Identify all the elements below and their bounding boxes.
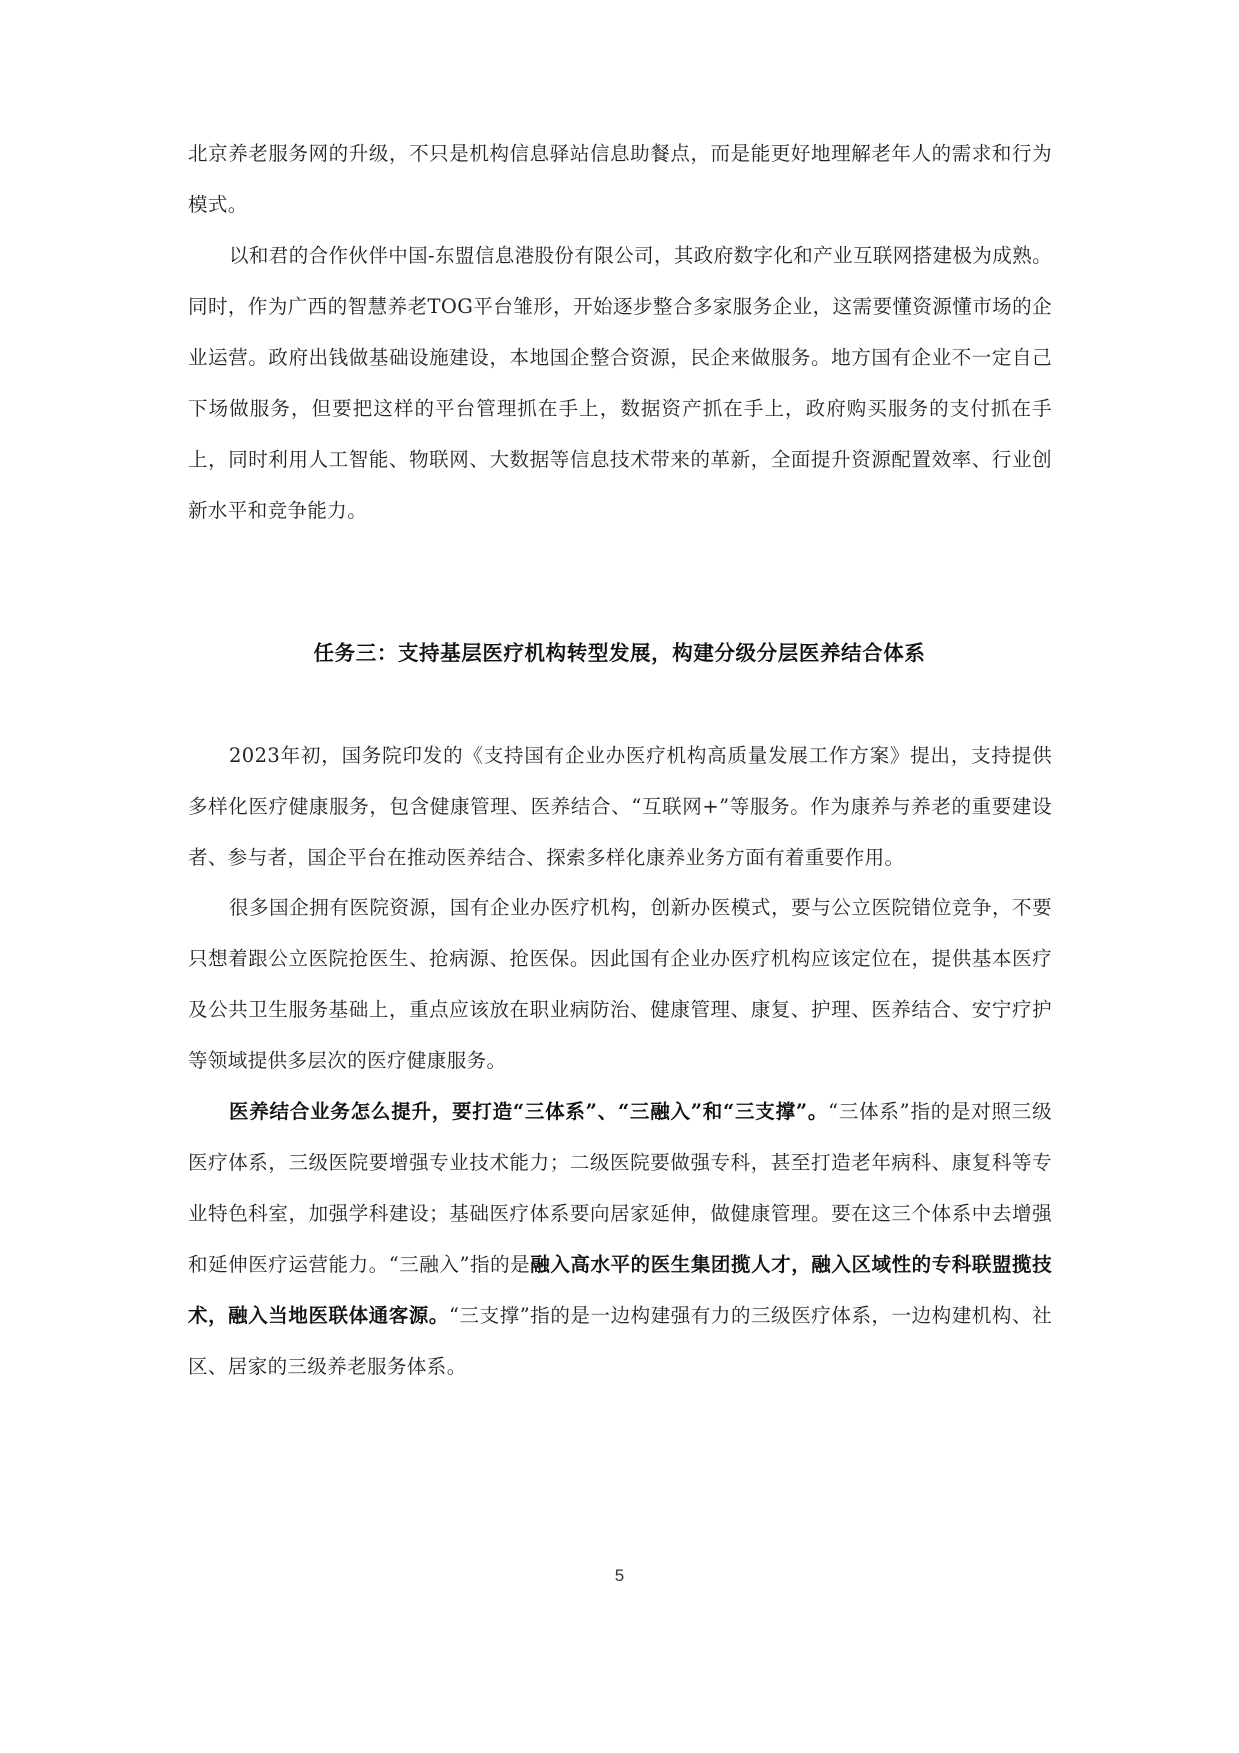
three-systems-text: “三体系”指的是对照三级医疗体系，三级医院要增强专业技术能力；二级医院要做强专科，甚至打造老年病科、康复科等专业特色科室，加强学科建设；基础医疗体系要向居家延伸，做健康管理。要在这三个体系中去增强和延伸医疗运营能力。“三融入”指的是 bbox=[188, 1100, 1052, 1276]
paragraph-state-council-plan: 2023年初，国务院印发的《支持国有企业办医疗机构高质量发展工作方案》提出，支持提供多样化医疗健康服务，包含健康管理、医养结合、“互联网+”等服务。作为康养与养老的重要建设者、参与者，国企平台在推动医养结合、探索多样化康养业务方面有着重要作用。 bbox=[188, 744, 1052, 869]
bold-lead-sentence: 医养结合业务怎么提升，要打造“三体系”、“三融入”和“三支撑”。 bbox=[229, 1100, 829, 1123]
page-number: 5 bbox=[614, 1566, 625, 1585]
bold-three-integrations: 融入高水平的医生集团揽人才，融入区域性的专科联盟揽技术，融入当地医联体通客源。 bbox=[188, 1253, 1052, 1327]
paragraph-china-asean-partner: 以和君的合作伙伴中国-东盟信息港股份有限公司，其政府数字化和产业互联网搭建极为成熟。同时，作为广西的智慧养老TOG平台雏形，开始逐步整合多家服务企业，这需要懂资源懂市场的企业运营。政府出钱做基础设施建设，本地国企整合资源，民企来做服务。地方国有企业不一定自己下场做服务，但要把这样的平台管理抓在手上，数据资产抓在手上，政府购买服务的支付抓在手上，同时利用人工智能、物联网、大数据等信息技术带来的革新，全面提升资源配置效率、行业创新水平和竞争能力。 bbox=[188, 244, 1052, 522]
paragraph-three-systems bbox=[188, 1086, 1052, 1392]
section-heading-task-three: 任务三：支持基层医疗机构转型发展，构建分级分层医养结合体系 bbox=[313, 641, 926, 665]
three-supports-text: “三支撑”指的是一边构建强有力的三级医疗体系，一边构建机构、社区、居家的三级养老服务体系。 bbox=[188, 1304, 1053, 1378]
paragraph-soe-hospital-positioning: 很多国企拥有医院资源，国有企业办医疗机构，创新办医模式，要与公立医院错位竞争，不要只想着跟公立医院抢医生、抢病源、抢医保。因此国有企业办医疗机构应该定位在，提供基本医疗及公共卫生服务基础上，重点应该放在职业病防治、健康管理、康复、护理、医养结合、安宁疗护等领域提供多层次的医疗健康服务。 bbox=[188, 896, 1052, 1072]
paragraph-beijing-elderly-service: 北京养老服务网的升级，不只是机构信息驿站信息助餐点，而是能更好地理解老年人的需求和行为模式。 bbox=[188, 142, 1052, 216]
